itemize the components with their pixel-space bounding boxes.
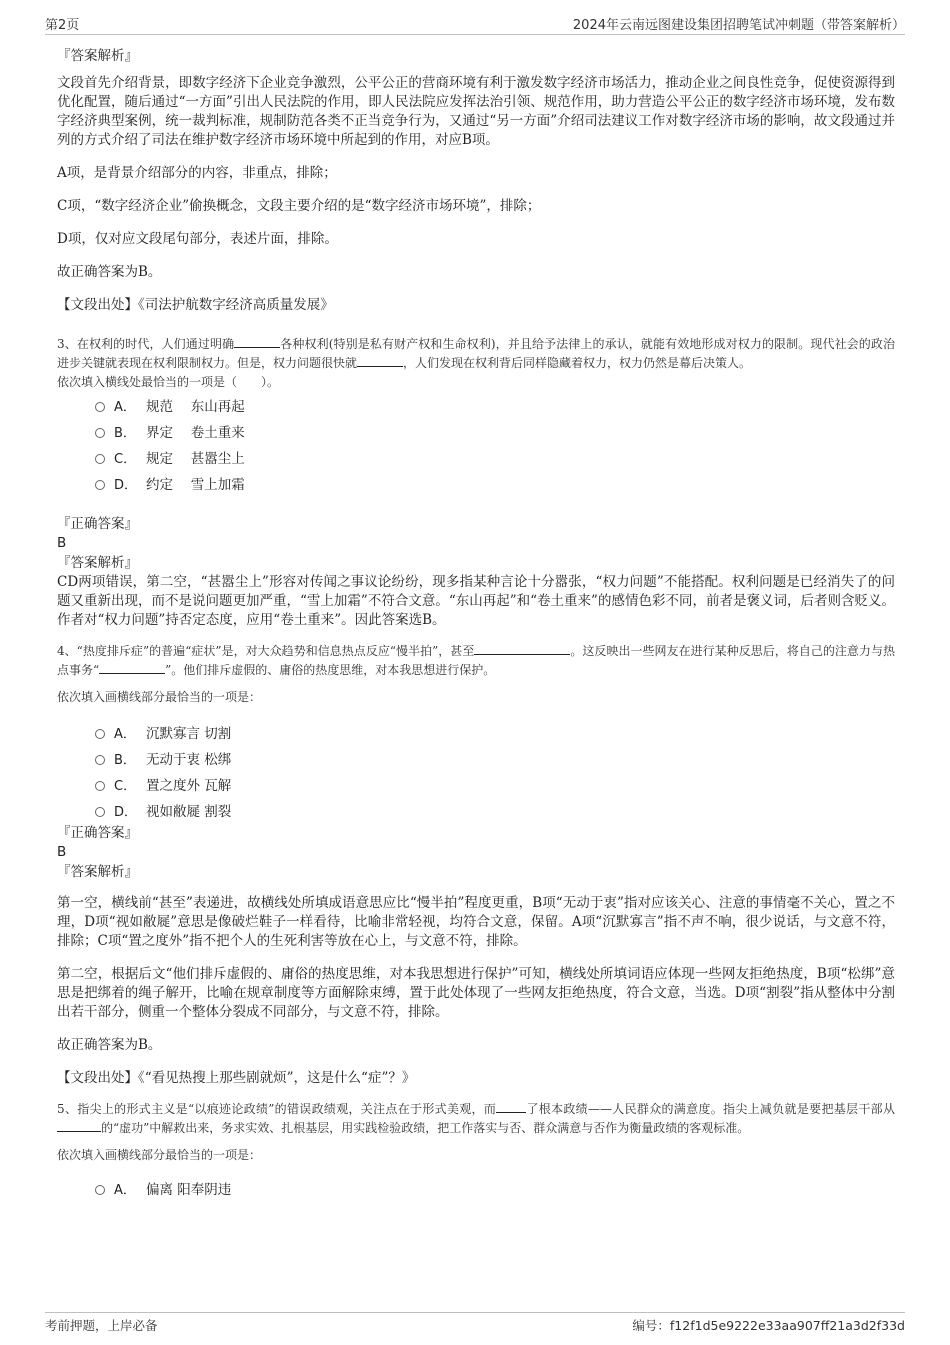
document-title: 2024年云南远图建设集团招聘笔试冲刺题（带答案解析） bbox=[572, 18, 905, 33]
q4-blank-1 bbox=[474, 642, 570, 655]
q3-blank-1 bbox=[234, 335, 280, 348]
q2-analysis-paragraph: 文段首先介绍背景，即数字经济下企业竞争激烈，公平公正的营商环境有利于激发数字经济市场活力，推动企业之间良性竞争，促使资源得到优化配置，随后通过“一方面”引出人民法院的作用，即人民法院应发挥法治引领、规范作用，助力营造公平公正的数字经济市场环境，发布数字经济典型案例，统一裁判标准，规制防范各类不正当竞争行为，又通过“另一方面”介绍司法建议工作对数字经济市场的影响，故文段通过并列的方式介绍了司法在维护数字经济市场环境中所起到的作用，对应B项。 bbox=[57, 75, 895, 148]
radio-icon[interactable] bbox=[95, 402, 105, 412]
q3-answer: B bbox=[57, 535, 67, 551]
q5-blank-2 bbox=[57, 1119, 101, 1132]
q4-prompt: 依次填入画横线部分最恰当的一项是： bbox=[57, 690, 262, 704]
q2-item-c: C项，“数字经济企业”偷换概念，文段主要介绍的是“数字经济市场环境”，排除； bbox=[57, 198, 541, 214]
q4-analysis-1: 第一空，横线前“甚至”表递进，故横线处所填成语意思应比“慢半拍”程度更重，B项“无动于衷”指对应该关心、注意的事情毫不关心，置之不理，D项“视如敝屣”意思是像破烂鞋子一样看待，比喻非常轻视，均符合文意，保留。A项“沉默寡言”指不声不响，很少说话，与文意不符，排除；C项“置之度外”指不把个人的生死利害等放在心上，与文意不符，排除。 bbox=[57, 895, 895, 949]
radio-icon[interactable] bbox=[95, 1185, 105, 1195]
q4-option-d[interactable]: D． 视如敝屣 割裂 bbox=[95, 797, 895, 823]
q4-analysis-2: 第二空，根据后文“他们排斥虚假的、庸俗的热度思维，对本我思想进行保护”可知，横线处所填词语应体现一些网友拒绝热度，B项“松绑”意思是把绑着的绳子解开，比喻在规章制度等方面解除束缚，置于此处体现了一些网友拒绝热度，符合文意，当选。D项“割裂”指从整体中分割出若干部分，侧重一个整体分裂成不同部分，与文意不符，排除。 bbox=[57, 966, 895, 1020]
q4-options bbox=[95, 719, 895, 823]
document-id: 编号：f12f1d5e9222e33aa907ff21a3d2f33d bbox=[632, 1318, 905, 1333]
q3-option-c[interactable]: C． 规定 甚嚣尘上 bbox=[95, 444, 895, 470]
q3-answer-label: 『正确答案』 bbox=[57, 516, 138, 532]
radio-icon[interactable] bbox=[95, 729, 105, 739]
q3-analysis-label: 『答案解析』 bbox=[57, 555, 138, 571]
radio-icon[interactable] bbox=[95, 480, 105, 490]
q5-option-a[interactable]: A． 偏离 阳奉阴违 bbox=[95, 1175, 895, 1201]
radio-icon[interactable] bbox=[95, 428, 105, 438]
q3-options bbox=[95, 392, 895, 496]
radio-icon[interactable] bbox=[95, 781, 105, 791]
q2-item-d: D项，仅对应文段尾句部分，表述片面，排除。 bbox=[57, 231, 338, 247]
q4-option-c[interactable]: C． 置之度外 瓦解 bbox=[95, 771, 895, 797]
page-number: 第2页 bbox=[45, 18, 80, 33]
radio-icon[interactable] bbox=[95, 807, 105, 817]
q3-option-d[interactable]: D． 约定 雪上加霜 bbox=[95, 470, 895, 496]
q4-analysis-label: 『答案解析』 bbox=[57, 864, 138, 880]
q4-answer-label: 『正确答案』 bbox=[57, 825, 138, 841]
q3-analysis: CD两项错误，第二空，“甚嚣尘上”形容对传闻之事议论纷纷，现多指某种言论十分嚣张，“权力问题”不能搭配。权利问题是已经消失了的问题又重新出现，而不是说问题更加严重，“雪上加霜”不符合文意。“东山再起”和“卷土重来”的感情色彩不同，前者是褒义词，后者则含贬义。作者对“权力问题”持否定态度，应用“卷土重来”。因此答案选B。 bbox=[57, 574, 895, 628]
q4-answer: B bbox=[57, 844, 67, 860]
q4-blank-2 bbox=[99, 661, 165, 674]
q2-analysis-label: 『答案解析』 bbox=[57, 48, 138, 64]
page-footer bbox=[45, 1312, 905, 1335]
q5-prompt: 依次填入画横线部分最恰当的一项是： bbox=[57, 1148, 262, 1162]
q3-option-b[interactable]: B． 界定 卷土重来 bbox=[95, 418, 895, 444]
q4-option-b[interactable]: B． 无动于衷 松绑 bbox=[95, 745, 895, 771]
q5-stem: 5、指尖上的形式主义是“以痕迹论政绩”的错误政绩观，关注点在于形式美观，而 了根本政绩——人民群众的满意度。指尖上减负就是要把基层干部从的“虚功”中解救出来，务求实效、扎根基层，用实践检验政绩，把工作落实与否、群众满意与否作为衡量政绩的客观标准。 bbox=[57, 1102, 895, 1135]
q3-option-a[interactable]: A． 规范 东山再起 bbox=[95, 392, 895, 418]
page-header bbox=[45, 12, 905, 35]
q3-prompt: 依次填入横线处最恰当的一项是（ ）。 bbox=[57, 375, 280, 389]
radio-icon[interactable] bbox=[95, 755, 105, 765]
q2-item-a: A项，是背景介绍部分的内容，非重点，排除； bbox=[57, 165, 337, 181]
q4-option-a[interactable]: A． 沉默寡言 切割 bbox=[95, 719, 895, 745]
q2-source: 【文段出处】《司法护航数字经济高质量发展》 bbox=[57, 297, 334, 313]
q4-stem: 4、“热度排斥症”的普遍“症状”是，对大众趋势和信息热点反应“慢半拍”，甚至 。这反映出一些网友在进行某种反思后，将自己的注意力与热点事务“ ”。他们排斥虚假的、庸俗的热度思维，对本我思想进行保护。 bbox=[57, 644, 895, 677]
q5-blank-1 bbox=[496, 1100, 526, 1113]
radio-icon[interactable] bbox=[95, 454, 105, 464]
q2-conclusion: 故正确答案为B。 bbox=[57, 264, 162, 280]
q4-source: 【文段出处】《“看见热搜上那些剧就烦”，这是什么“症”？》 bbox=[57, 1070, 416, 1086]
q3-stem: 3、在权利的时代，人们通过明确 各种权利(特别是私有财产权和生命权利)，并且给予法律上的承认，就能有效地形成对权力的限制。现代社会的政治进步关键就表现在权利限制权力。但是，权力问题很快就 ，人们发现在权利背后同样隐藏着权力，权力仍然是幕后决策人。 bbox=[57, 337, 895, 370]
q3-blank-2 bbox=[357, 354, 403, 367]
q4-conclusion: 故正确答案为B。 bbox=[57, 1037, 162, 1053]
q5-options bbox=[95, 1175, 895, 1201]
page-content bbox=[57, 46, 895, 1201]
footer-slogan: 考前押题，上岸必备 bbox=[45, 1318, 158, 1333]
